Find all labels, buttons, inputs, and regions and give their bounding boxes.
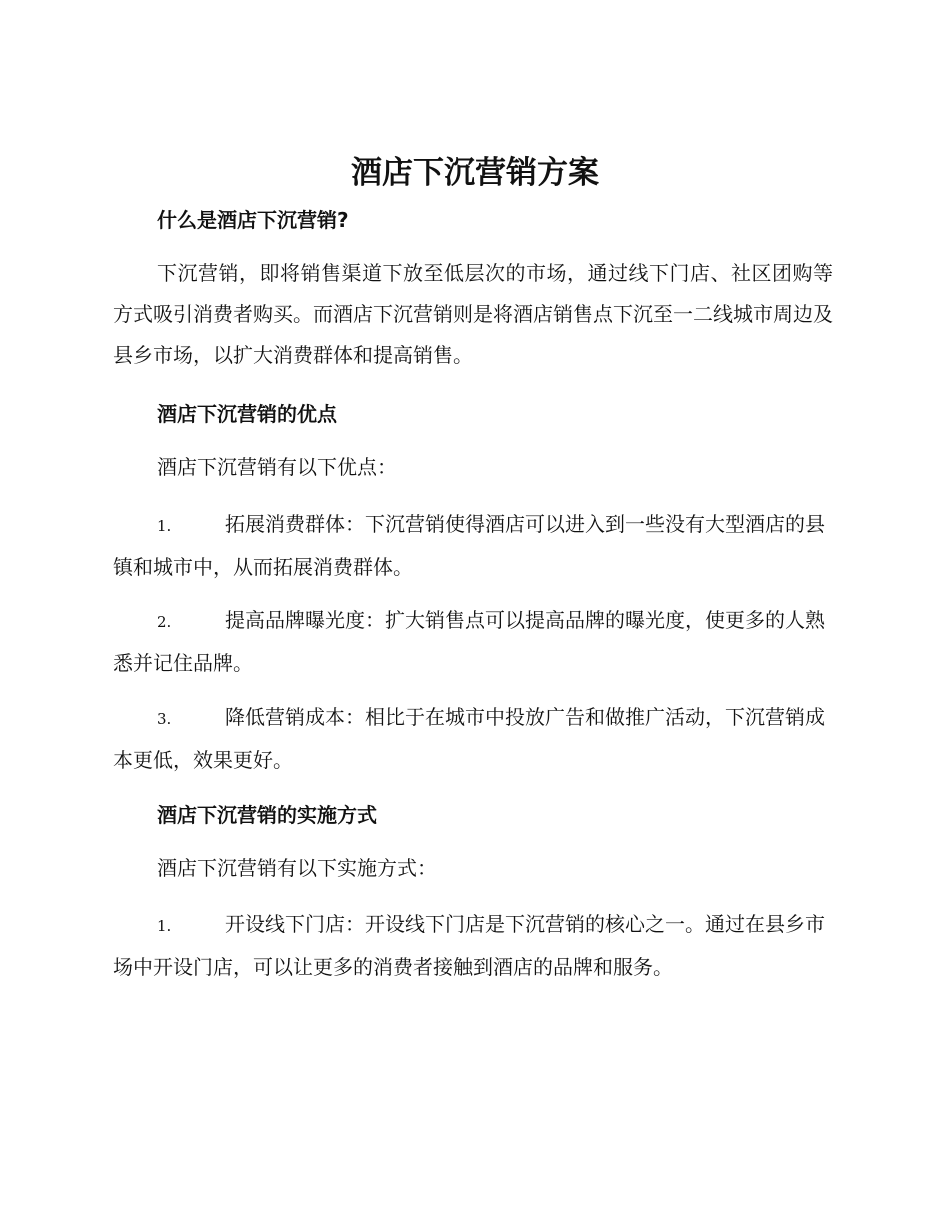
list-text: 开设线下门店：开设线下门店是下沉营销的核心之一。通过在县乡市场中开设门店，可以让更多的消费者接触到酒店的品牌和服务。 [113, 912, 825, 979]
list-item [113, 600, 833, 684]
section-heading-methods: 酒店下沉营销的实施方式 [157, 803, 377, 827]
document-title: 酒店下沉营销方案 [351, 155, 599, 191]
intro-paragraph: 下沉营销，即将销售渠道下放至低层次的市场，通过线下门店、社区团购等方式吸引消费者购买。而酒店下沉营销则是将酒店销售点下沉至一二线城市周边及县乡市场，以扩大消费群体和提高销售。 [113, 261, 833, 367]
list-item [113, 504, 833, 588]
list-text: 提高品牌曝光度：扩大销售点可以提高品牌的曝光度，使更多的人熟悉并记住品牌。 [113, 608, 825, 675]
section-heading-what-is: 什么是酒店下沉营销? [157, 208, 349, 232]
list-item [113, 697, 833, 781]
list-text: 降低营销成本：相比于在城市中投放广告和做推广活动，下沉营销成本更低，效果更好。 [113, 705, 825, 772]
list-number: 1. [157, 917, 172, 935]
list-number: 1. [157, 517, 172, 535]
list-number: 3. [157, 710, 172, 728]
advantages-intro: 酒店下沉营销有以下优点： [157, 455, 397, 479]
list-text: 拓展消费群体：下沉营销使得酒店可以进入到一些没有大型酒店的县镇和城市中，从而拓展消费群体。 [113, 512, 825, 579]
list-item [113, 904, 833, 988]
section-heading-advantages: 酒店下沉营销的优点 [157, 402, 337, 426]
list-number: 2. [157, 613, 172, 631]
methods-intro: 酒店下沉营销有以下实施方式： [157, 856, 437, 880]
